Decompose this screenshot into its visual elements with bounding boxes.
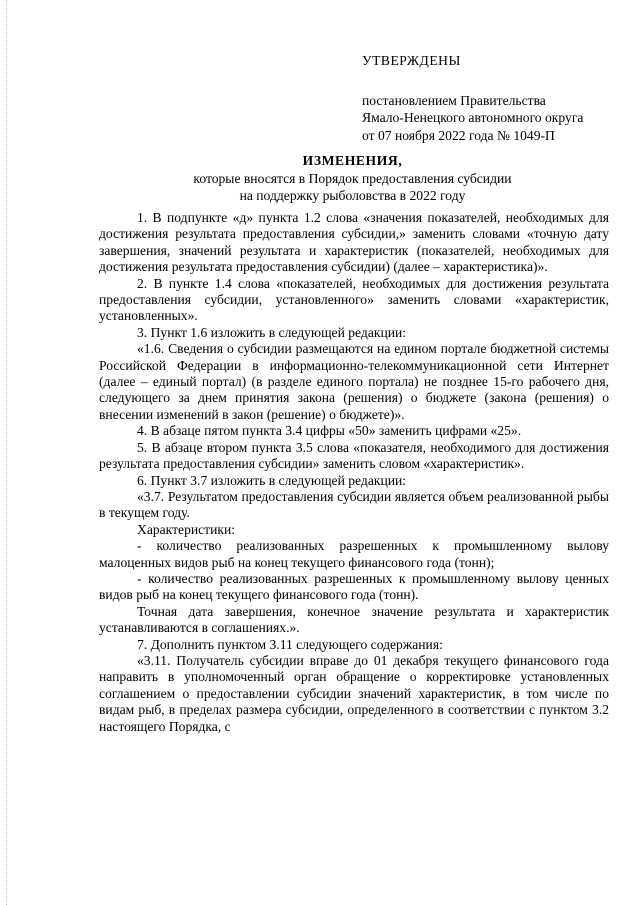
paragraph: 2. В пункте 1.4 слова «показателей, необходимых для достижения результата предоставления субсидии, установленного» заменить словами «характеристик, установленных». <box>99 275 609 324</box>
paragraph: 3. Пункт 1.6 изложить в следующей редакции: <box>137 324 407 340</box>
document-subtitle-2: на поддержку рыболовства в 2022 году <box>239 188 466 204</box>
document-title: ИЗМЕНЕНИЯ, <box>302 153 403 168</box>
paragraph: «3.7. Результатом предоставления субсидии является объем реализованной рыбы в текущем году. <box>99 488 609 521</box>
document-body <box>99 210 609 735</box>
approval-line-3: от 07 ноября 2022 года № 1049-П <box>362 127 555 143</box>
paragraph: «3.11. Получатель субсидии вправе до 01 декабря текущего финансового года направить в уполномоченный орган обращение о корректировке установленных соглашением о предоставлении субсидии значений характеристик, в том числе по видам рыб, в пределах размера субсидии, определенного в соответствии с пунктом 3.2 настоящего Порядка, с <box>99 652 609 734</box>
paragraph: 5. В абзаце втором пункта 3.5 слова «показателя, необходимого для достижения результата предоставления субсидии» заменить словом «характеристик». <box>99 439 609 472</box>
paragraph: 4. В абзаце пятом пункта 3.4 цифры «50» заменить цифрами «25». <box>137 423 522 439</box>
document-heading <box>95 152 610 205</box>
paragraph: - количество реализованных разрешенных к промышленному вылову малоценных видов рыб на конец текущего финансового года (тонн); <box>99 538 609 570</box>
paragraph: 7. Дополнить пунктом 3.11 следующего содержания: <box>137 636 443 652</box>
approval-line-2: Ямало-Ненецкого автономного округа <box>362 110 584 125</box>
paragraph: - количество реализованных разрешенных к промышленному вылову ценных видов рыб на конец текущего финансового года (тонн). <box>99 570 609 603</box>
paragraph: «1.6. Сведения о субсидии размещаются на едином портале бюджетной системы Российской Федерации в информационно-телекоммуникационной сети Интернет (далее – единый портал) (в разделе единого портала) не позднее 15-го рабочего дня, следующего за днем принятия закона (решения) о бюджете (закона (решения) о внесении изменений в закон (решение) о бюджете)». <box>99 341 609 422</box>
document-subtitle-1: которые вносятся в Порядок предоставления субсидии <box>193 170 512 186</box>
scan-edge <box>6 0 7 905</box>
paragraph: 1. В подпункте «д» пункта 1.2 слова «значения показателей, необходимых для достижения результата предоставления субсидии,» заменить словами «точную дату завершения, значений результата и характеристик (показателей, необходимых для достижения результата предоставления субсидии) (далее – характеристика)». <box>99 210 609 275</box>
approval-block <box>362 52 622 144</box>
approval-line-1: постановлением Правительства <box>362 92 546 108</box>
paragraph: Характеристики: <box>137 521 236 537</box>
approval-title: УТВЕРЖДЕНЫ <box>362 53 461 68</box>
paragraph: 6. Пункт 3.7 изложить в следующей редакции: <box>137 472 407 488</box>
paragraph: Точная дата завершения, конечное значение результата и характеристик устанавливаются в соглашениях.». <box>99 603 609 636</box>
